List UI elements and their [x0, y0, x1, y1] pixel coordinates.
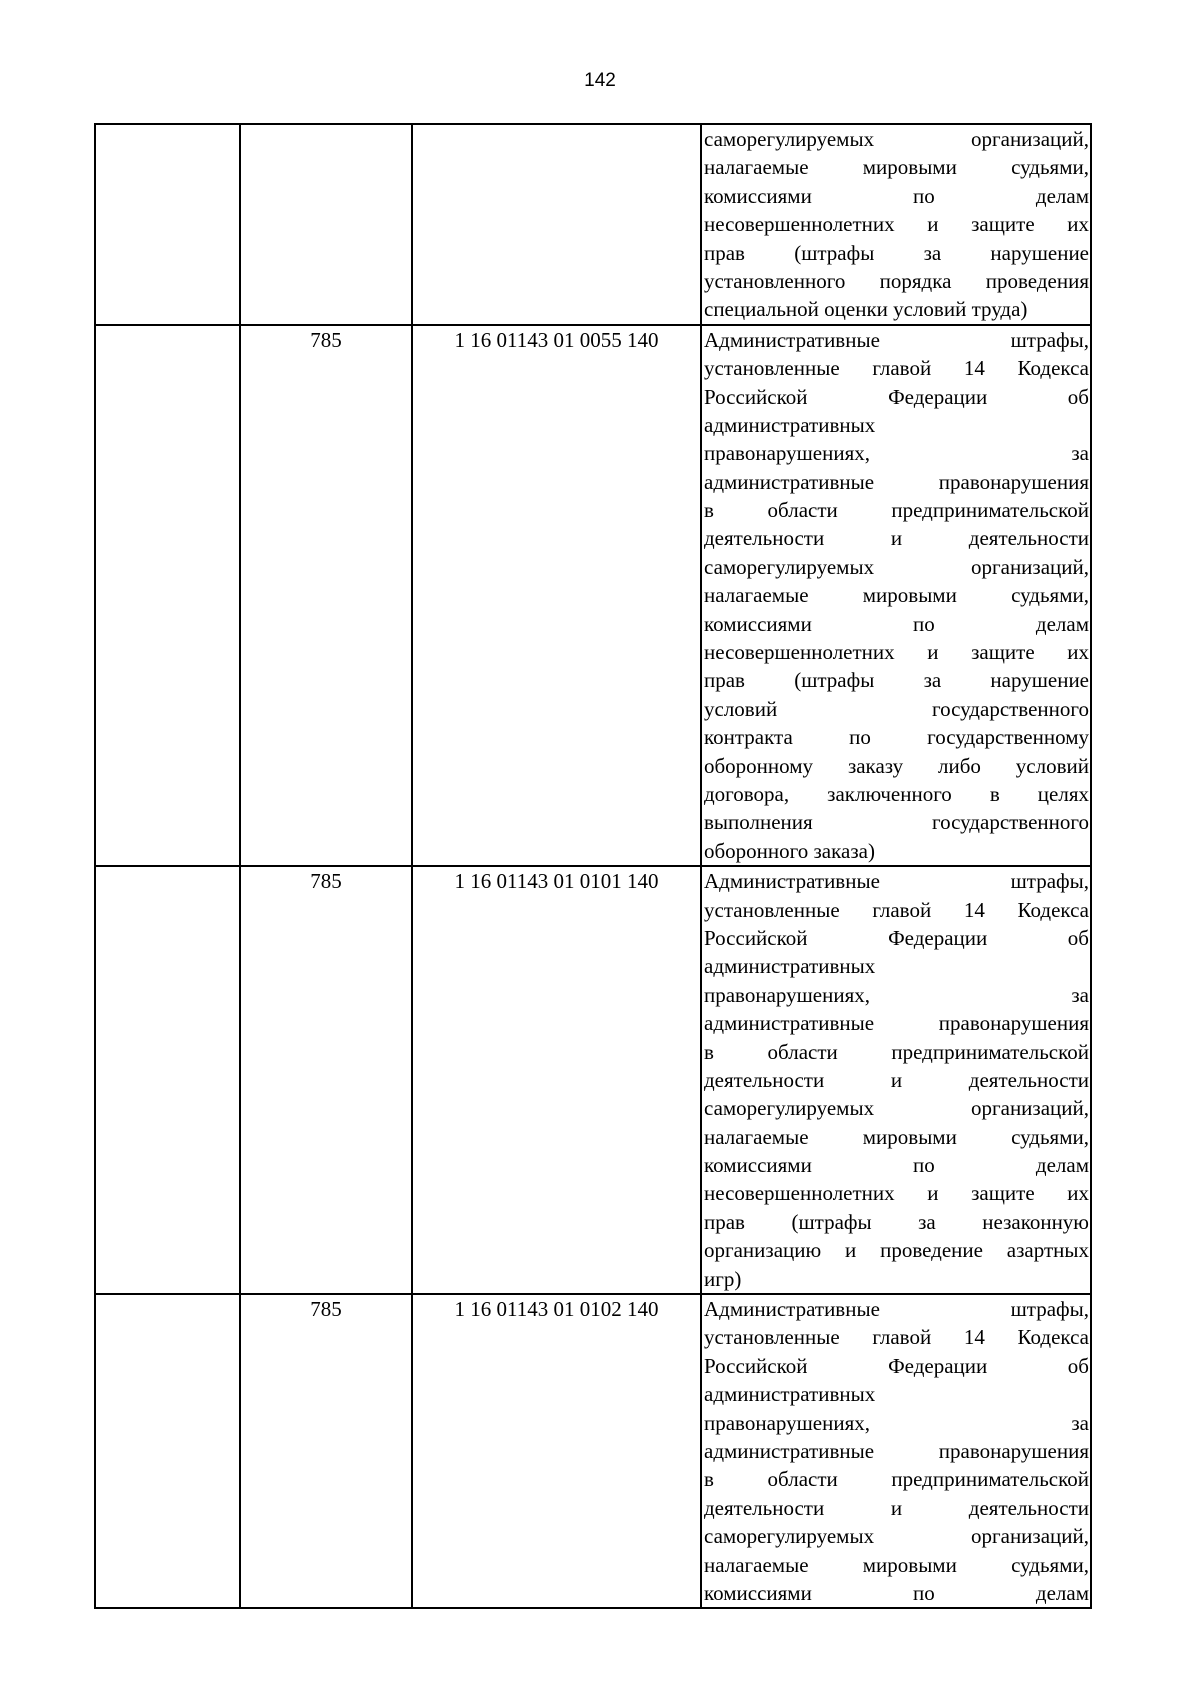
description-line: деятельности и деятельности [704, 1067, 1089, 1092]
description-line: саморегулируемых организаций, [704, 127, 1089, 151]
description-line: договора, заключенного в целях [704, 781, 1089, 806]
page-number: 142 [584, 70, 616, 91]
admin-code-cell: 785 [240, 325, 412, 866]
description-cell [701, 1294, 1091, 1608]
kbk-code-cell [412, 124, 701, 325]
kbk-code-cell: 1 16 01143 01 0101 140 [412, 866, 701, 1294]
description-line: административных [704, 1382, 876, 1407]
kbk-code-cell: 1 16 01143 01 0055 140 [412, 325, 701, 866]
description-line: комиссиями по делам [704, 183, 1089, 208]
table-row [95, 866, 1091, 1294]
admin-code-cell: 785 [240, 866, 412, 1294]
empty-cell [95, 325, 240, 866]
description-line: административные правонарушения [704, 1011, 1089, 1036]
description-line: в области предпринимательской [704, 498, 1089, 523]
description-line: административных [704, 954, 876, 979]
description-line: условий государственного [704, 696, 1089, 721]
admin-code-cell [240, 124, 412, 325]
description-line: налагаемые мировыми судьями, [704, 1552, 1089, 1577]
table-row [95, 124, 1091, 325]
description-line: Административные штрафы, [704, 869, 1089, 894]
description-line: несовершеннолетних и защите их [704, 1181, 1089, 1206]
description-line: правонарушениях, за [704, 982, 1089, 1007]
description-line: комиссиями по делам [704, 1580, 1089, 1605]
description-line: выполнения государственного [704, 810, 1089, 835]
description-line: в области предпринимательской [704, 1039, 1089, 1064]
description-cell [701, 325, 1091, 866]
description-line: Административные штрафы, [704, 1297, 1089, 1322]
budget-classification-table [94, 123, 1092, 1609]
description-cell [701, 124, 1091, 325]
description-line: налагаемые мировыми судьями, [704, 1124, 1089, 1149]
description-line: комиссиями по делам [704, 611, 1089, 636]
description-line: прав (штрафы за незаконную [704, 1209, 1089, 1234]
description-line: саморегулируемых организаций, [704, 554, 1089, 579]
description-line: оборонного заказа) [704, 838, 875, 863]
description-line: установленные главой 14 Кодекса [704, 897, 1089, 922]
description-line: Российской Федерации об [704, 384, 1089, 409]
description-line: налагаемые мировыми судьями, [704, 155, 1089, 180]
kbk-code-cell: 1 16 01143 01 0102 140 [412, 1294, 701, 1608]
description-line: правонарушениях, за [704, 441, 1089, 466]
description-line: установленные главой 14 Кодекса [704, 1325, 1089, 1350]
description-cell [701, 866, 1091, 1294]
description-line: налагаемые мировыми судьями, [704, 583, 1089, 608]
description-line: организацию и проведение азартных [704, 1238, 1089, 1263]
description-line: деятельности и деятельности [704, 526, 1089, 551]
description-line: оборонному заказу либо условий [704, 753, 1089, 778]
description-line: административные правонарушения [704, 469, 1089, 494]
empty-cell [95, 124, 240, 325]
description-line: специальной оценки условий труда) [704, 297, 1028, 322]
empty-cell [95, 866, 240, 1294]
description-line: административные правонарушения [704, 1438, 1089, 1463]
admin-code-cell: 785 [240, 1294, 412, 1608]
description-line: Административные штрафы, [704, 327, 1089, 352]
empty-cell [95, 1294, 240, 1608]
description-line: Российской Федерации об [704, 1353, 1089, 1378]
description-line: прав (штрафы за нарушение [704, 240, 1089, 265]
description-line: установленного порядка проведения [704, 268, 1089, 293]
description-line: прав (штрафы за нарушение [704, 668, 1089, 693]
description-line: игр) [704, 1266, 742, 1291]
description-line: в области предпринимательской [704, 1467, 1089, 1492]
description-line: установленные главой 14 Кодекса [704, 356, 1089, 381]
description-line: Российской Федерации об [704, 925, 1089, 950]
description-line: деятельности и деятельности [704, 1495, 1089, 1520]
description-line: контракта по государственному [704, 725, 1089, 750]
description-line: административных [704, 412, 876, 437]
description-line: саморегулируемых организаций, [704, 1096, 1089, 1121]
description-line: несовершеннолетних и защите их [704, 640, 1089, 665]
description-line: несовершеннолетних и защите их [704, 212, 1089, 237]
description-line: комиссиями по делам [704, 1153, 1089, 1178]
description-line: саморегулируемых организаций, [704, 1524, 1089, 1549]
description-line: правонарушениях, за [704, 1410, 1089, 1435]
table-row [95, 1294, 1091, 1608]
table-row [95, 325, 1091, 866]
